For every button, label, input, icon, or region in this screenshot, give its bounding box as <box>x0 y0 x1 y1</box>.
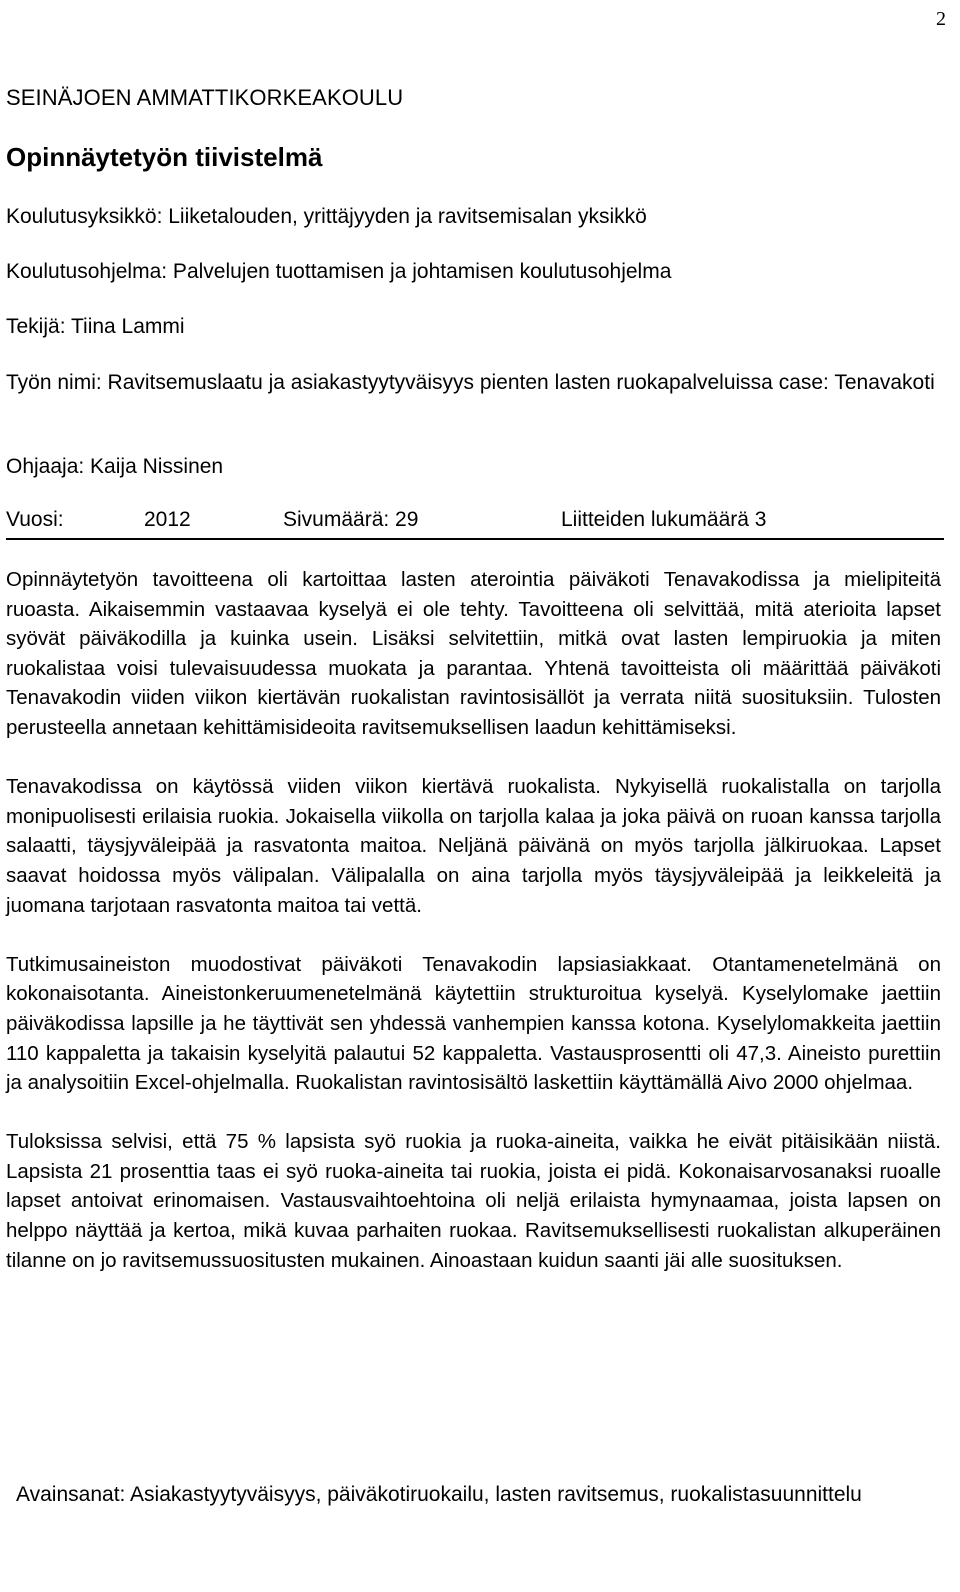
institution-name: SEINÄJOEN AMMATTIKORKEAKOULU <box>6 85 404 110</box>
document-title: Opinnäytetyön tiivistelmä <box>6 142 323 172</box>
abstract-paragraph-3: Tutkimusaineiston muodostivat päiväkoti Tenavakodin lapsiasiakkaat. Otantamenetelmänä on kokonaisotanta. Aineistonkeruumenetelmänä käytettiin strukturoitua kyselyä. Kyselylomake jaettiin päiväkodissa lapsille ja he täyttivät sen yhdessä vanhempien kanssa kotona. Kyselylomakkeita jaettiin 110 kappaletta ja takaisin kyselyitä palautui 52 kappaletta. Vastausprosentti oli 47,3. Aineisto purettiin ja analysoitiin Excel-ohjelmalla. Ruokalistan ravintosisältö laskettiin käyttämällä Aivo 2000 ohjelmaa. <box>6 952 941 1095</box>
supervisor-line: Ohjaaja: Kaija Nissinen <box>6 455 224 478</box>
page-number: 2 <box>936 8 946 30</box>
year-value: 2012 <box>144 508 191 531</box>
appendix-count: Liitteiden lukumäärä 3 <box>561 508 767 531</box>
year-info-row <box>6 508 944 540</box>
abstract-paragraph-1: Opinnäytetyön tavoitteena oli kartoittaa lasten aterointia päiväkoti Tenavakodissa ja mielipiteitä ruoasta. Aikaisemmin vastaavaa kyselyä ei ole tehty. Tavoitteena oli selvittää, mitä aterioita lapset syövät päiväkodilla ja kuinka usein. Lisäksi selvitettiin, mitkä ovat lasten lempiruokia ja miten ruokalistaa voisi tulevaisuudessa muokata ja parantaa. Yhtenä tavoitteista oli määrittää päiväkoti Tenavakodin viiden viikon kiertävän ruokalistan ravintosisällöt ja verrata niitä suosituksiin. Tulosten perusteella annetaan kehittämisideoita ravitsemuksellisen laadun kehittämiseksi. <box>6 568 941 739</box>
unit-line: Koulutusyksikkö: Liiketalouden, yrittäjyyden ja ravitsemisalan yksikkö <box>6 205 647 228</box>
abstract-paragraph-2: Tenavakodissa on käytössä viiden viikon kiertävä ruokalista. Nykyisellä ruokalistalla on tarjolla monipuolisesti erilaisia ruokia. Jokaisella viikolla on tarjolla kalaa ja joka päivä on ruoan kanssa tarjolla salaatti, täysjyväleipää ja rasvatonta maitoa. Neljänä päivänä on myös tarjolla jälkiruokaa. Lapset saavat hoidossa myös välipalan. Välipalalla on aina tarjolla myös täysjyväleipää ja leikkeleitä ja juomana tarjotaan rasvatonta maitoa tai vettä. <box>6 775 941 917</box>
author-line: Tekijä: Tiina Lammi <box>6 315 185 338</box>
programme-line: Koulutusohjelma: Palvelujen tuottamisen ja johtamisen koulutusohjelma <box>6 260 672 283</box>
abstract-paragraph-4: Tuloksissa selvisi, että 75 % lapsista syö ruokia ja ruoka-aineita, vaikka he eivät pitäisikään niistä. Lapsista 21 prosenttia taas ei syö ruoka-aineita tai ruokia, joista ei pidä. Kokonaisarvosanaksi ruoalle lapset antoivat erinomaisen. Vastausvaihtoehtoina oli neljä erilaista hymynaamaa, joista lapsen on helppo näyttää ja kertoa, mikä kuvaa parhaiten ruokaa. Ravitsemuksellisesti ruokalistan alkuperäinen tilanne on jo ravitsemussuositusten mukainen. Ainoastaan kuidun saanti jäi alle suosituksen. <box>6 1130 941 1272</box>
abstract-body <box>6 565 941 1275</box>
keywords: Avainsanat: Asiakastyytyväisyys, päiväkotiruokailu, lasten ravitsemus, ruokalistasuunnittelu <box>16 1483 862 1506</box>
year-label: Vuosi: <box>6 508 64 531</box>
page-count: Sivumäärä: 29 <box>283 508 419 531</box>
work-title-line: Työn nimi: Ravitsemuslaatu ja asiakastyytyväisyys pienten lasten ruokapalveluissa case: Tenavakoti <box>6 371 935 394</box>
